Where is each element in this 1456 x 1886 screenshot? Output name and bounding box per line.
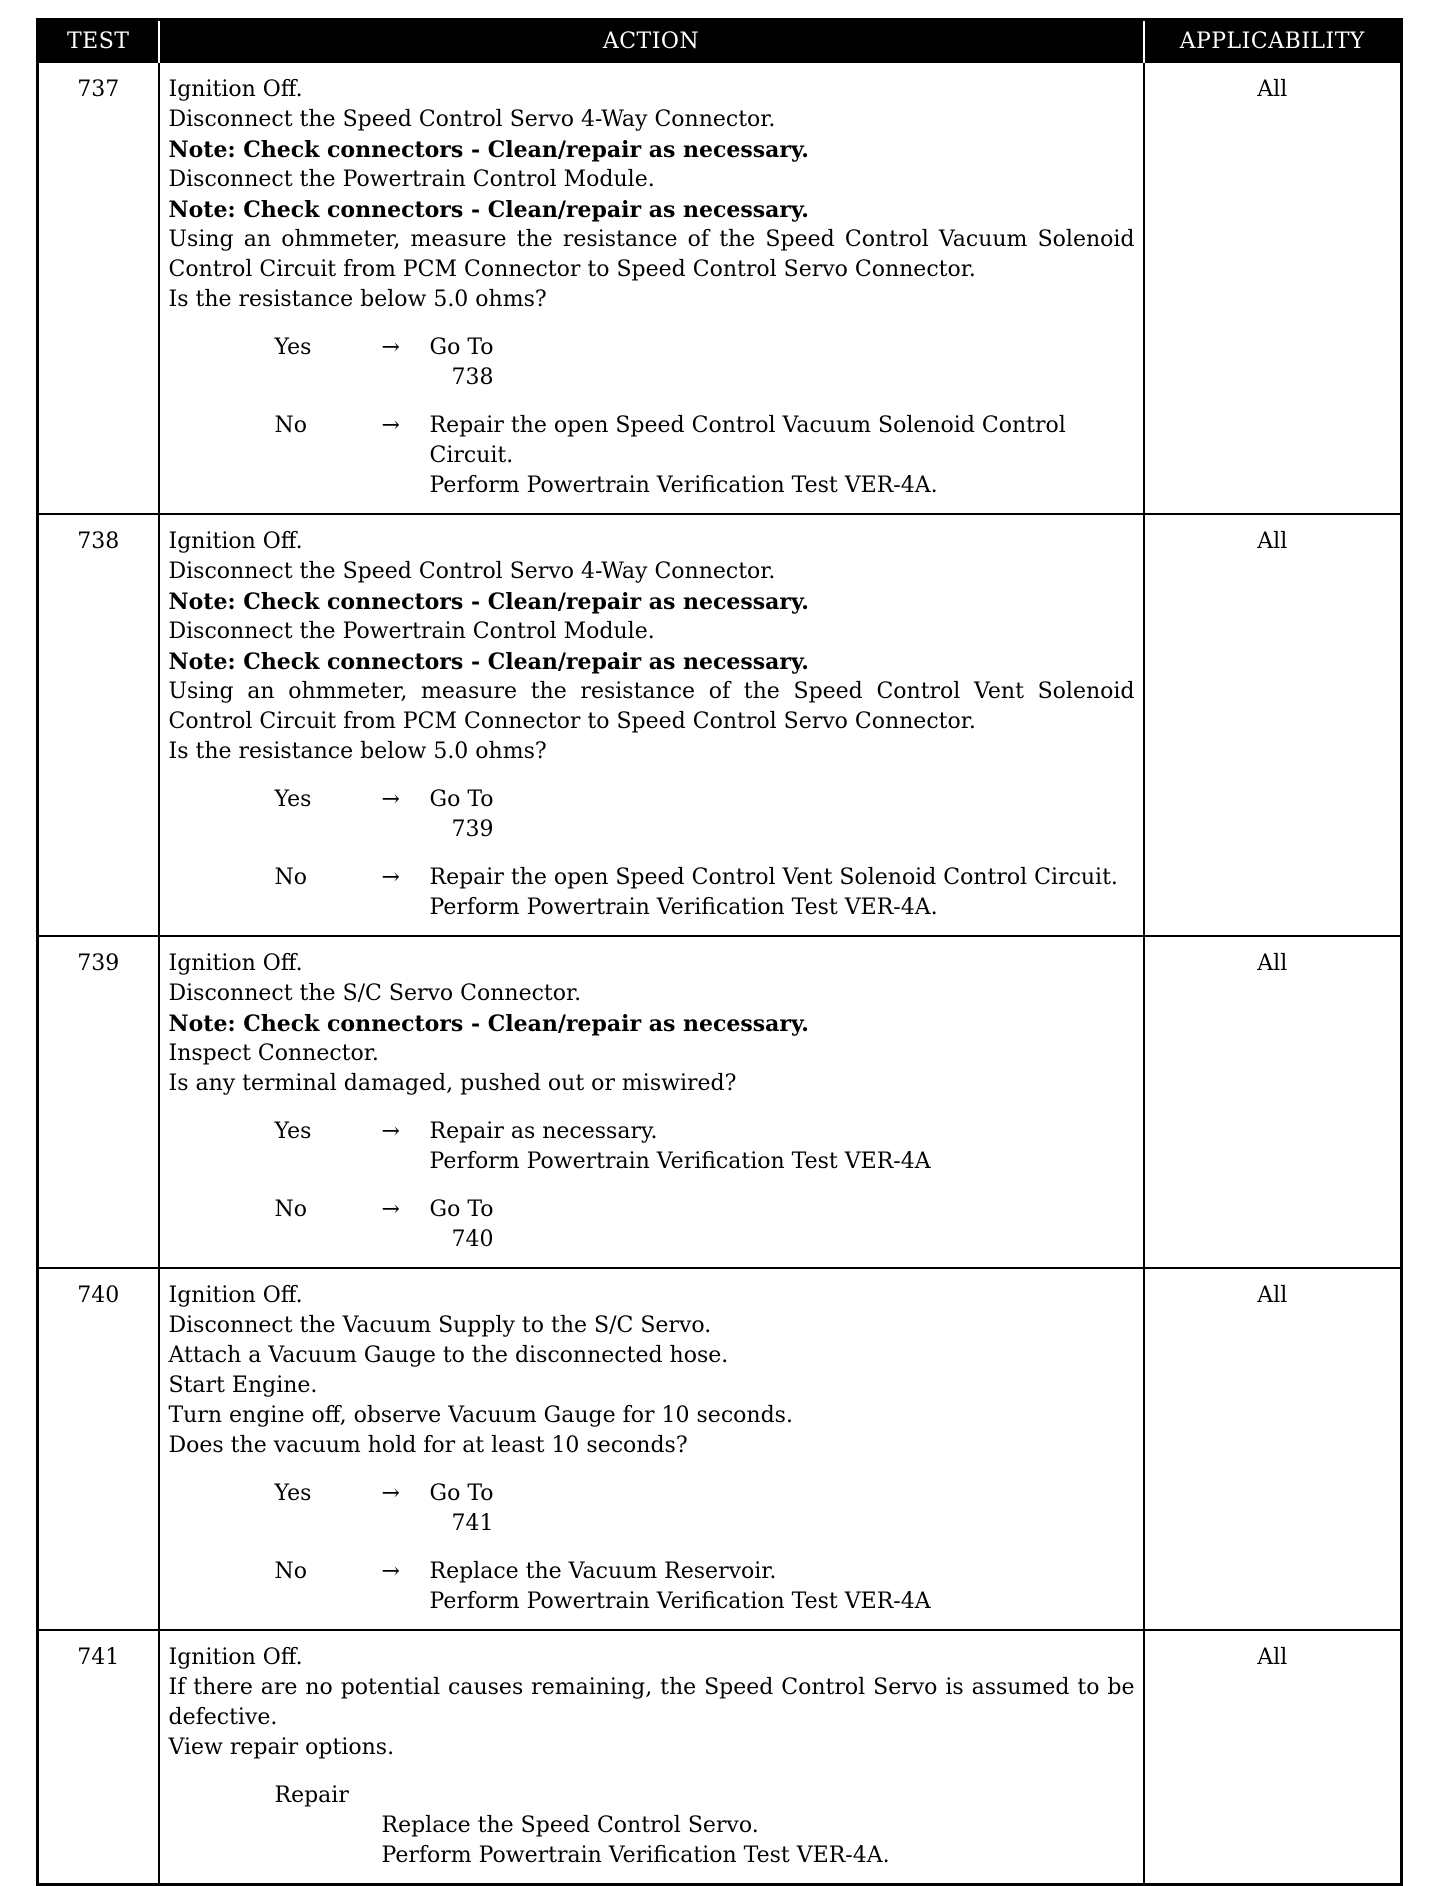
repair-label: Repair: [274, 1783, 349, 1808]
branch-label: Yes: [274, 1481, 312, 1506]
branch-label: No: [274, 865, 307, 890]
goto-text: Go To: [429, 335, 494, 360]
action-cell: [159, 1268, 1144, 1630]
test-number: 738: [38, 514, 159, 936]
table-row: [38, 1630, 1402, 1885]
action-step: Inspect Connector.: [168, 1041, 379, 1066]
action-step: Control Circuit from PCM Connector to Speed Control Servo Connector.: [168, 709, 976, 734]
action-step: Turn engine off, observe Vacuum Gauge for 10 seconds.: [168, 1403, 793, 1428]
action-cell: [159, 936, 1144, 1268]
branch-result: [430, 1195, 1135, 1255]
no-branch: [275, 1557, 1135, 1617]
diagnostic-test-table: [36, 18, 1403, 1886]
action-note: Note: Check connectors - Clean/repair as necessary.: [168, 197, 809, 223]
right-arrow-icon: →: [381, 865, 400, 890]
branch-result: [430, 863, 1135, 923]
action-step: Attach a Vacuum Gauge to the disconnected hose.: [168, 1343, 729, 1368]
no-branch: [275, 863, 1135, 923]
action-step: Ignition Off.: [168, 951, 303, 976]
action-step: View repair options.: [168, 1735, 395, 1760]
action-step: Disconnect the Vacuum Supply to the S/C Servo.: [168, 1313, 712, 1338]
table-row: [38, 62, 1402, 514]
action-question: Is any terminal damaged, pushed out or miswired?: [168, 1071, 737, 1096]
yes-branch: [275, 785, 1135, 845]
repair-step: Replace the Speed Control Servo.: [381, 1813, 759, 1838]
branch-result: [430, 411, 1135, 501]
action-note: Note: Check connectors - Clean/repair as necessary.: [168, 589, 809, 615]
diagnostic-page: [36, 18, 1400, 1886]
column-header-applicability: APPLICABILITY: [1144, 20, 1402, 63]
repair-steps: [382, 1811, 1135, 1871]
test-number: 737: [38, 62, 159, 514]
right-arrow-icon: →: [381, 1119, 400, 1144]
action-step: Using an ohmmeter, measure the resistance of the Speed Control Vacuum Solenoid: [168, 227, 1135, 252]
action-step: defective.: [168, 1705, 278, 1730]
action-step: Disconnect the Powertrain Control Module.: [168, 167, 655, 192]
action-step: Control Circuit from PCM Connector to Speed Control Servo Connector.: [168, 257, 976, 282]
action-note: Note: Check connectors - Clean/repair as necessary.: [168, 649, 809, 675]
right-arrow-icon: →: [381, 413, 400, 438]
column-header-action: ACTION: [159, 20, 1144, 63]
result-line: Repair the open Speed Control Vacuum Solenoid Control Circuit.: [429, 413, 1066, 468]
result-line: Perform Powertrain Verification Test VER-4A.: [429, 895, 938, 920]
repair-options: [275, 1781, 1135, 1871]
action-note: Note: Check connectors - Clean/repair as necessary.: [168, 137, 809, 163]
yes-branch: [275, 1479, 1135, 1539]
table-row: [38, 936, 1402, 1268]
right-arrow-icon: →: [381, 787, 400, 812]
result-line: Perform Powertrain Verification Test VER-4A: [429, 1589, 931, 1614]
action-question: Is the resistance below 5.0 ohms?: [168, 287, 547, 312]
goto-text: Go To: [429, 787, 494, 812]
branch-result: [430, 785, 1135, 845]
goto-target: 741: [451, 1511, 494, 1536]
action-cell: [159, 1630, 1144, 1885]
goto-text: Go To: [429, 1197, 494, 1222]
result-line: Repair as necessary.: [429, 1119, 658, 1144]
action-step: Ignition Off.: [168, 1645, 303, 1670]
no-branch: [275, 1195, 1135, 1255]
action-step: If there are no potential causes remaining, the Speed Control Servo is assumed to be: [168, 1675, 1135, 1700]
test-number: 740: [38, 1268, 159, 1630]
yes-branch: [275, 333, 1135, 393]
table-row: [38, 1268, 1402, 1630]
branch-label: Yes: [274, 1119, 312, 1144]
test-number: 739: [38, 936, 159, 1268]
action-cell: [159, 62, 1144, 514]
action-step: Ignition Off.: [168, 529, 303, 554]
table-row: [38, 514, 1402, 936]
branch-label: No: [274, 1559, 307, 1584]
branch-label: Yes: [274, 787, 312, 812]
column-header-test: TEST: [38, 20, 159, 63]
action-note: Note: Check connectors - Clean/repair as necessary.: [168, 1011, 809, 1037]
applicability-value: All: [1144, 1630, 1402, 1885]
action-step: Disconnect the Speed Control Servo 4-Way Connector.: [168, 107, 776, 132]
action-step: Disconnect the Speed Control Servo 4-Way Connector.: [168, 559, 776, 584]
right-arrow-icon: →: [381, 1197, 400, 1222]
right-arrow-icon: →: [381, 335, 400, 360]
result-line: Replace the Vacuum Reservoir.: [429, 1559, 777, 1584]
repair-step: Perform Powertrain Verification Test VER-4A.: [381, 1843, 890, 1868]
action-step: Disconnect the Powertrain Control Module.: [168, 619, 655, 644]
result-line: Perform Powertrain Verification Test VER-4A.: [429, 473, 938, 498]
branch-label: Yes: [274, 335, 312, 360]
action-question: Is the resistance below 5.0 ohms?: [168, 739, 547, 764]
branch-result: [430, 1117, 1135, 1177]
goto-target: 740: [451, 1227, 494, 1252]
result-line: Perform Powertrain Verification Test VER-4A: [429, 1149, 931, 1174]
action-step: Ignition Off.: [168, 1283, 303, 1308]
right-arrow-icon: →: [381, 1559, 400, 1584]
yes-branch: [275, 1117, 1135, 1177]
action-question: Does the vacuum hold for at least 10 seconds?: [168, 1433, 688, 1458]
action-step: Using an ohmmeter, measure the resistance of the Speed Control Vent Solenoid: [168, 679, 1135, 704]
applicability-value: All: [1144, 62, 1402, 514]
applicability-value: All: [1144, 936, 1402, 1268]
action-step: Ignition Off.: [168, 77, 303, 102]
branch-label: No: [274, 413, 307, 438]
table-header-row: [38, 20, 1402, 63]
branch-result: [430, 1479, 1135, 1539]
goto-target: 738: [451, 365, 494, 390]
action-step: Disconnect the S/C Servo Connector.: [168, 981, 582, 1006]
no-branch: [275, 411, 1135, 501]
test-number: 741: [38, 1630, 159, 1885]
branch-result: [430, 333, 1135, 393]
applicability-value: All: [1144, 1268, 1402, 1630]
goto-text: Go To: [429, 1481, 494, 1506]
branch-label: No: [274, 1197, 307, 1222]
right-arrow-icon: →: [381, 1481, 400, 1506]
goto-target: 739: [451, 817, 494, 842]
action-cell: [159, 514, 1144, 936]
result-line: Repair the open Speed Control Vent Solenoid Control Circuit.: [429, 865, 1118, 890]
branch-result: [430, 1557, 1135, 1617]
applicability-value: All: [1144, 514, 1402, 936]
action-step: Start Engine.: [168, 1373, 318, 1398]
